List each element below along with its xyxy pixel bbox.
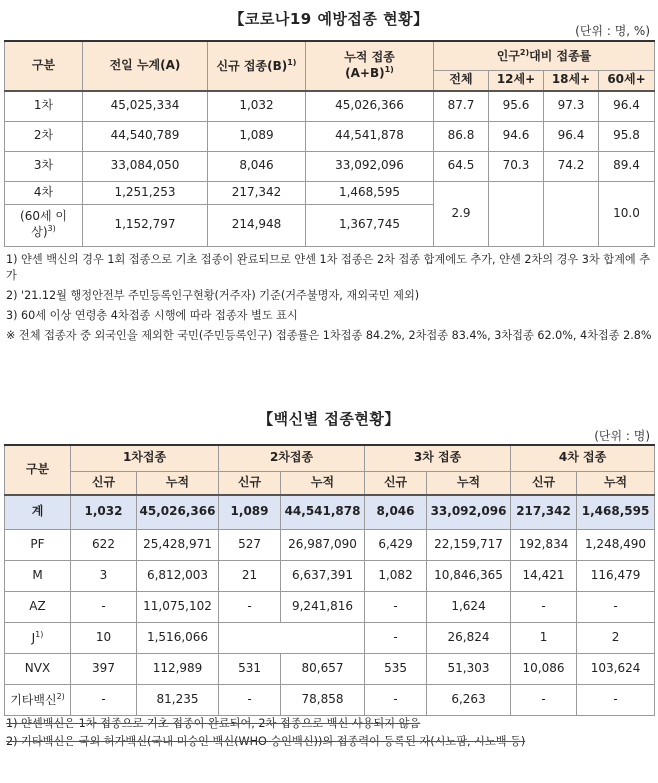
t1-header-cumulative: 누적 접종 $(A+B)^{1)}$ xyxy=(306,41,434,91)
t1-header-rate: 인구$^{2)}$대비 접종률 xyxy=(434,41,655,70)
table1-footnotes xyxy=(6,252,652,348)
table-row: PF 622 25,428,971 527 26,987,090 6,429 22,159,717 192,834 1,248,490 xyxy=(5,529,655,560)
row-label: 계 xyxy=(5,495,71,529)
table-row: (60세 이 상)$^{3)}$ 1,152,797 214,948 1,367,745 xyxy=(5,204,655,246)
table-row: 기타백신$^{2)}$ - 81,235 - 78,858 - 6,263 - - xyxy=(5,684,655,715)
t2-header-dose2: 2차접종 xyxy=(219,445,365,471)
table-row: 계 1,032 45,026,366 1,089 44,541,878 8,046 33,092,096 217,342 1,468,595 xyxy=(5,495,655,529)
t2-header-dose3: 3차 접종 xyxy=(365,445,511,471)
table2-title: 【백신별 접종현황】 xyxy=(258,410,400,428)
table-row: AZ - 11,075,102 - 9,241,816 - 1,624 - - xyxy=(5,591,655,622)
t1-header-age12: 12세+ xyxy=(489,70,544,91)
vaccine-breakdown-table: 구분 1차접종 2차접종 3차 접종 4차 접종 신규 누적 신규 누적 신규 누적 신규 누적 계 1,032 45,026,366 1,089 44,541,878 8,046 33,092,096 217,342 1,468,595 PF 622 25,428,971 527 26,987,090 6,429 22,159,717 192,834 1,248,490 M 3 6,812,003 21 6,637,391 1,082 10,846,365 14,421 116,479 AZ - 11,075,102 - 9,241,816 - 1,624 - - $J^{1)}$ 10 1,516,066 - 26,824 1 2 NVX 397 112,989 531 80,657 535 51,303 10,086 103,624 기타백신$^{2)}$ - 81,235 - 78,858 - 6,263 - - xyxy=(4,444,655,716)
row-label: $J^{1)}$ xyxy=(5,622,71,653)
table-row: $J^{1)}$ 10 1,516,066 - 26,824 1 2 xyxy=(5,622,655,653)
row-label: PF xyxy=(5,529,71,560)
t2-header-category: 구분 xyxy=(5,445,71,495)
t2-header-dose4: 4차 접종 xyxy=(511,445,655,471)
table-row: 3차 33,084,050 8,046 33,092,096 64.5 70.3 74.2 89.4 xyxy=(5,151,655,181)
table-row: NVX 397 112,989 531 80,657 535 51,303 10,086 103,624 xyxy=(5,653,655,684)
footnote: 1) 얀센 백신의 경우 1회 접종으로 기초 접종이 완료되므로 얀센 1차 접종은 2차 접종 합계에도 추가, 얀센 2차의 경우 3차 합계에 추가 xyxy=(6,253,651,282)
row-label: NVX xyxy=(5,653,71,684)
t2-header-dose1: 1차접종 xyxy=(71,445,219,471)
row-label: M xyxy=(5,560,71,591)
t1-header-age60: 60세+ xyxy=(599,70,655,91)
table-row: 2차 44,540,789 1,089 44,541,878 86.8 94.6 96.4 95.8 xyxy=(5,121,655,151)
table-row: 1차 45,025,334 1,032 45,026,366 87.7 95.6 97.3 96.4 xyxy=(5,91,655,121)
footnote: 2) '21.12월 행정안전부 주민등록인구현황(거주자) 기준(거주불명자, 재외국민 제외) xyxy=(6,288,420,302)
t1-header-age18: 18세+ xyxy=(544,70,599,91)
table1-unit: (단위 : 명, %) xyxy=(575,24,650,38)
footnote: 2) 기타백신은 국외 허가백신(국내 미승인 백신(WHO 승인백신))의 접종력이 등록된 자(시노팜, 시노백 등) xyxy=(6,734,526,748)
row-label: 기타백신$^{2)}$ xyxy=(5,684,71,715)
t1-header-total: 전체 xyxy=(434,70,489,91)
t1-header-new: 신규 접종$(B)^{1)}$ xyxy=(208,41,306,91)
table1-title: 【코로나19 예방접종 현황】 xyxy=(229,10,429,28)
table2-unit: (단위 : 명) xyxy=(594,429,650,443)
table2-footnotes xyxy=(6,716,652,752)
row-60plus-label: (60세 이 상)$^{3)}$ xyxy=(5,204,83,246)
vaccination-status-table xyxy=(4,40,655,247)
table-row: 4차 1,251,253 217,342 1,468,595 2.9 10.0 xyxy=(5,181,655,204)
t1-header-category: 구분 xyxy=(5,41,83,91)
footnote: 1) 얀센백신은 1차 접종으로 기초 접종이 완료되어, 2차 접종으로 백신 사용되지 않음 xyxy=(6,717,421,730)
table-row: M 3 6,812,003 21 6,637,391 1,082 10,846,365 14,421 116,479 xyxy=(5,560,655,591)
row-label: AZ xyxy=(5,591,71,622)
footnote: 3) 60세 이상 연령층 4차접종 시행에 따라 접종자 별도 표시 xyxy=(6,308,298,322)
t1-header-prev-total: 전일 누계(A) xyxy=(83,41,208,91)
footnote: ※ 전체 접종자 중 외국인을 제외한 국민(주민등록인구) 접종률은 1차접종 84.2%, 2차접종 83.4%, 3차접종 62.0%, 4차접종 2.8% xyxy=(6,328,652,342)
